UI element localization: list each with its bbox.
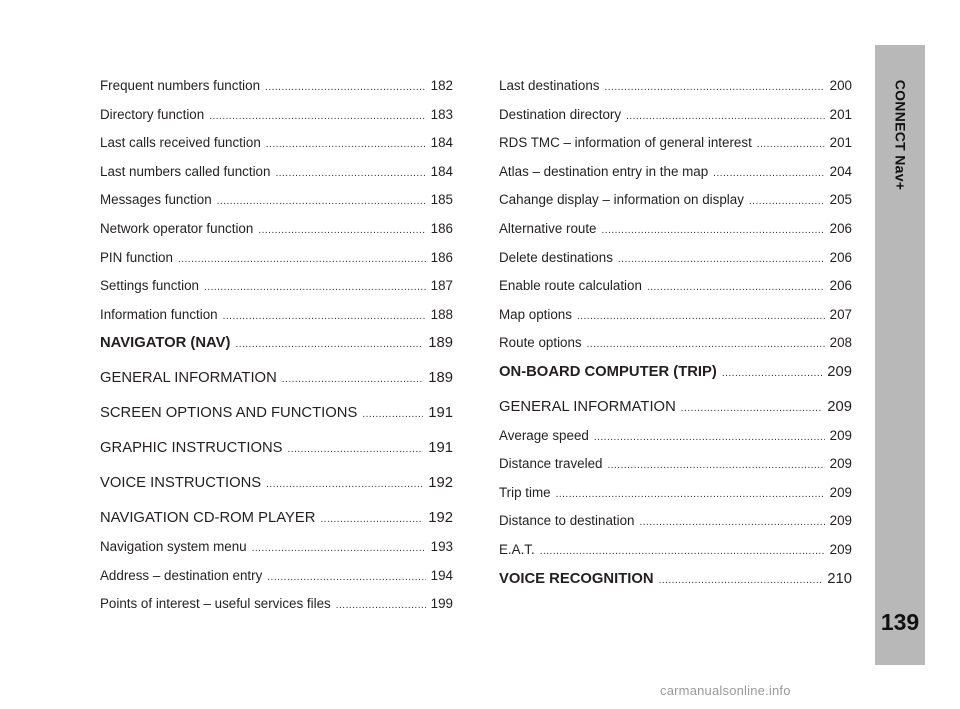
- toc-entry-label: Frequent numbers function: [100, 78, 261, 93]
- toc-entry-label: SCREEN OPTIONS AND FUNCTIONS: [100, 405, 358, 422]
- toc-entry: [499, 192, 852, 214]
- toc-leader-dots: [647, 282, 825, 293]
- toc-entry-label: Last calls received function: [100, 135, 261, 151]
- toc-entry-label: GENERAL INFORMATION: [499, 398, 676, 415]
- toc-entry-label: Alternative route: [499, 220, 597, 236]
- toc-entry-label: Settings function: [100, 278, 200, 294]
- toc-entry-page: 194: [430, 567, 453, 583]
- toc-leader-dots: [288, 444, 424, 455]
- toc-entry-page: 207: [829, 306, 852, 322]
- toc-entry-label: ON-BOARD COMPUTER (TRIP): [499, 363, 717, 380]
- toc-entry-page: 191: [428, 440, 453, 457]
- toc-entry-page: 209: [829, 541, 852, 557]
- toc-entry: [100, 278, 453, 300]
- toc-entry: [499, 135, 852, 157]
- toc-entry: [499, 513, 852, 535]
- toc-leader-dots: [265, 82, 426, 93]
- toc-entry: [100, 596, 453, 618]
- toc-entry-page: 201: [829, 135, 852, 151]
- toc-entry: [100, 221, 453, 243]
- toc-leader-dots: [594, 432, 825, 443]
- toc-entry: [100, 370, 453, 392]
- toc-entry-page: 184: [430, 135, 453, 151]
- toc-entry-label: Points of interest – useful services files: [100, 596, 331, 612]
- toc-entry: [100, 135, 453, 157]
- toc-entry-page: 189: [428, 370, 453, 387]
- toc-entry-label: NAVIGATION CD-ROM PLAYER: [100, 510, 316, 527]
- toc-leader-dots: [577, 311, 825, 322]
- toc-leader-dots: [681, 403, 823, 414]
- toc-entry: [100, 107, 453, 129]
- toc-entry: [499, 542, 852, 564]
- toc-leader-dots: [605, 82, 825, 93]
- toc-leader-dots: [749, 196, 825, 207]
- toc-entry: [499, 278, 852, 300]
- toc-leader-dots: [235, 339, 423, 350]
- toc-entry: [499, 364, 852, 386]
- toc-leader-dots: [607, 460, 824, 471]
- toc-entry-label: Address – destination entry: [100, 567, 263, 583]
- watermark: carmanualsonline.info: [660, 683, 791, 698]
- toc-leader-dots: [713, 168, 824, 179]
- toc-leader-dots: [266, 139, 426, 150]
- toc-entry-label: GENERAL INFORMATION: [100, 370, 277, 387]
- toc-leader-dots: [267, 572, 425, 583]
- toc-entry-page: 182: [430, 78, 453, 93]
- toc-entry-page: 200: [829, 78, 852, 93]
- toc-entry-page: 191: [428, 405, 453, 422]
- toc-entry-page: 187: [430, 278, 453, 294]
- toc-entry-page: 199: [430, 596, 453, 612]
- toc-entry-page: 204: [829, 163, 852, 179]
- toc-leader-dots: [258, 225, 425, 236]
- toc-leader-dots: [618, 254, 825, 265]
- toc-leader-dots: [587, 339, 825, 350]
- toc-entry-page: 193: [430, 538, 453, 554]
- toc-entry: [100, 78, 453, 100]
- toc-leader-dots: [223, 311, 426, 322]
- toc-entry: [100, 307, 453, 329]
- toc-entry-page: 209: [829, 456, 852, 472]
- toc-entry-label: Cahange display – information on display: [499, 192, 744, 208]
- toc-entry-label: Last destinations: [499, 78, 600, 93]
- section-sidebar: [875, 45, 925, 665]
- toc-entry: [100, 250, 453, 272]
- toc-entry-page: 186: [430, 220, 453, 236]
- toc-entry-page: 206: [829, 278, 852, 294]
- toc-entry-label: VOICE RECOGNITION: [499, 570, 654, 587]
- toc-entry-label: Directory function: [100, 106, 205, 122]
- toc-entry: [100, 539, 453, 561]
- toc-entry-page: 192: [428, 510, 453, 527]
- toc-entry: [100, 164, 453, 186]
- toc-entry-label: PIN function: [100, 249, 173, 265]
- toc-leader-dots: [757, 139, 825, 150]
- toc-entry-page: 189: [428, 335, 453, 352]
- toc-leader-dots: [556, 489, 825, 500]
- toc-entry-page: 201: [829, 106, 852, 122]
- toc-entry-page: 210: [827, 570, 852, 587]
- toc-entry-label: E.A.T.: [499, 541, 535, 557]
- toc-entry: [100, 568, 453, 590]
- toc-entry: [499, 428, 852, 450]
- toc-leader-dots: [722, 368, 822, 379]
- toc-entry: [499, 456, 852, 478]
- toc-entry: [499, 221, 852, 243]
- toc-entry-page: 209: [827, 363, 852, 380]
- section-title: [875, 45, 925, 225]
- toc-leader-dots: [320, 514, 423, 525]
- toc-entry-label: Enable route calculation: [499, 278, 642, 294]
- section-title-text: CONNECT Nav+: [892, 79, 909, 191]
- toc-entry: [100, 510, 453, 532]
- toc-entry: [499, 78, 852, 100]
- toc-leader-dots: [209, 111, 425, 122]
- toc-leader-dots: [282, 374, 424, 385]
- toc-leader-dots: [639, 517, 824, 528]
- toc-entry: [499, 307, 852, 329]
- toc-entry: [100, 440, 453, 462]
- toc-column-right: [499, 78, 852, 606]
- toc-column-left: [100, 78, 453, 625]
- toc-leader-dots: [362, 409, 423, 420]
- toc-entry-page: 209: [829, 484, 852, 500]
- toc-entry-label: Atlas – destination entry in the map: [499, 163, 709, 179]
- toc-entry-label: Information function: [100, 306, 218, 322]
- toc-entry: [499, 571, 852, 593]
- toc-entry: [499, 335, 852, 357]
- toc-entry-page: 183: [430, 106, 453, 122]
- toc-entry-label: Distance traveled: [499, 456, 603, 472]
- toc-entry-page: 184: [430, 163, 453, 179]
- toc-entry-label: Last numbers called function: [100, 163, 271, 179]
- toc-entry-page: 185: [430, 192, 453, 208]
- toc-leader-dots: [217, 196, 426, 207]
- toc-entry-label: Route options: [499, 335, 582, 351]
- toc-entry-page: 186: [430, 249, 453, 265]
- toc-entry-label: Network operator function: [100, 220, 254, 236]
- toc-entry-label: NAVIGATOR (NAV): [100, 335, 231, 352]
- toc-entry-label: Distance to destination: [499, 513, 635, 529]
- toc-leader-dots: [275, 168, 425, 179]
- toc-entry-label: GRAPHIC INSTRUCTIONS: [100, 440, 283, 457]
- toc-entry-page: 208: [829, 335, 852, 351]
- toc-leader-dots: [252, 543, 426, 554]
- toc-leader-dots: [602, 225, 825, 236]
- toc-leader-dots: [540, 546, 825, 557]
- toc-entry-label: Messages function: [100, 192, 212, 208]
- toc-entry-label: Navigation system menu: [100, 538, 247, 554]
- toc-entry: [100, 192, 453, 214]
- toc-entry-label: RDS TMC – information of general interest: [499, 135, 752, 151]
- toc-leader-dots: [336, 600, 426, 611]
- toc-entry: [499, 399, 852, 421]
- toc-entry-page: 205: [829, 192, 852, 208]
- toc-entry-page: 209: [827, 398, 852, 415]
- toc-entry-label: Average speed: [499, 427, 589, 443]
- toc-leader-dots: [659, 575, 823, 586]
- toc-entry-page: 206: [829, 220, 852, 236]
- toc-entry-label: Map options: [499, 306, 572, 322]
- toc-leader-dots: [266, 479, 423, 490]
- toc-leader-dots: [178, 254, 426, 265]
- toc-entry-label: Destination directory: [499, 106, 622, 122]
- toc-entry-page: 209: [829, 513, 852, 529]
- toc-entry: [499, 164, 852, 186]
- toc-entry: [499, 107, 852, 129]
- toc-entry-page: 192: [428, 475, 453, 492]
- toc-entry: [100, 335, 453, 357]
- toc-entry: [100, 475, 453, 497]
- toc-entry: [100, 405, 453, 427]
- toc-entry-label: Delete destinations: [499, 249, 613, 265]
- toc-entry-page: 188: [430, 306, 453, 322]
- toc-entry-page: 206: [829, 249, 852, 265]
- toc-entry-label: Trip time: [499, 484, 551, 500]
- toc-entry-label: VOICE INSTRUCTIONS: [100, 475, 262, 492]
- toc-entry: [499, 250, 852, 272]
- toc-entry: [499, 485, 852, 507]
- toc-leader-dots: [626, 111, 825, 122]
- page-number: 139: [880, 609, 920, 635]
- toc-leader-dots: [204, 282, 426, 293]
- toc-entry-page: 209: [829, 427, 852, 443]
